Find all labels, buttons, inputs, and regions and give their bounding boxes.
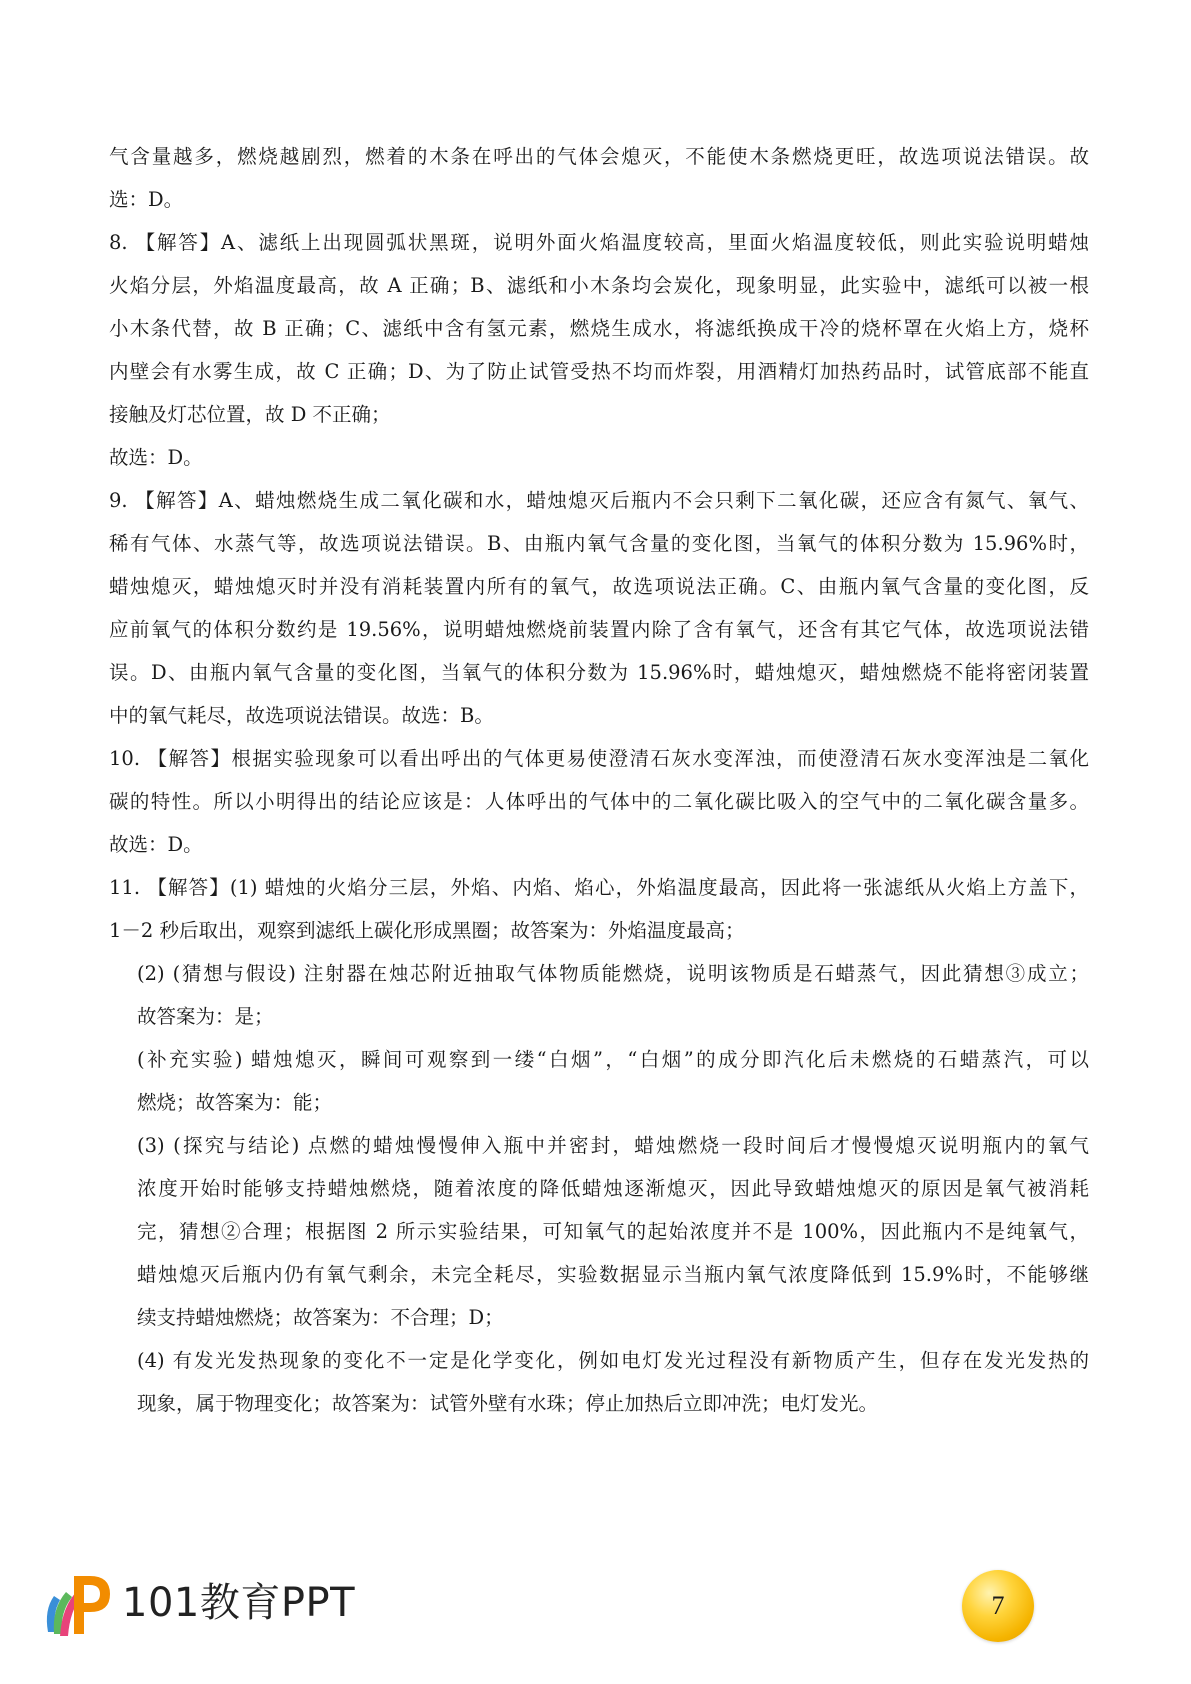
text-line: 碳的特性。所以小明得出的结论应该是：人体呼出的气体中的二氧化碳比吸入的空气中的二氧化碳含量多。 <box>109 790 1089 813</box>
text-line: 10. 【解答】根据实验现象可以看出呼出的气体更易使澄清石灰水变浑浊，而使澄清石灰水变浑浊是二氧化 <box>109 747 1089 770</box>
text-line: 选：D。 <box>109 188 184 211</box>
text-line: 火焰分层，外焰温度最高，故 A 正确；B、滤纸和小木条均会炭化，现象明显，此实验中，滤纸可以被一根 <box>109 274 1089 297</box>
text-line: (补充实验) 蜡烛熄灭，瞬间可观察到一缕“白烟”，“白烟”的成分即汽化后未燃烧的石蜡蒸汽，可以 <box>137 1048 1089 1071</box>
text-line: 接触及灯芯位置，故 D 不正确； <box>109 403 391 426</box>
text-line: 8. 【解答】A、滤纸上出现圆弧状黑斑，说明外面火焰温度较高，里面火焰温度较低，则此实验说明蜡烛 <box>109 231 1089 254</box>
text-line: 故答案为：是； <box>137 1005 274 1028</box>
text-line: 现象，属于物理变化；故答案为：试管外壁有水珠；停止加热后立即冲洗；电灯发光。 <box>137 1392 879 1415</box>
text-line: 蜡烛熄灭后瓶内仍有氧气剩余，未完全耗尽，实验数据显示当瓶内氧气浓度降低到 15.9%时，不能够继 <box>137 1263 1089 1286</box>
text-line: 完，猜想②合理；根据图 2 所示实验结果，可知氧气的起始浓度并不是 100%，因此瓶内不是纯氧气， <box>137 1220 1089 1243</box>
text-line: 9. 【解答】A、蜡烛燃烧生成二氧化碳和水，蜡烛熄灭后瓶内不会只剩下二氧化碳，还应含有氮气、氧气、 <box>109 489 1089 512</box>
page-number: 7 <box>991 1591 1005 1620</box>
brand-name: 101教育PPT <box>122 1580 356 1626</box>
text-line: 应前氧气的体积分数约是 19.56%，说明蜡烛燃烧前装置内除了含有氧气，还含有其它气体，故选项说法错 <box>109 618 1089 641</box>
text-line: 11. 【解答】(1) 蜡烛的火焰分三层，外焰、内焰、焰心，外焰温度最高，因此将一张滤纸从火焰上方盖下， <box>109 876 1089 899</box>
text-line: 1－2 秒后取出，观察到滤纸上碳化形成黑圈；故答案为：外焰温度最高； <box>109 919 745 942</box>
text-line: 浓度开始时能够支持蜡烛燃烧，随着浓度的降低蜡烛逐渐熄灭，因此导致蜡烛熄灭的原因是氧气被消耗 <box>137 1177 1089 1200</box>
brand-logo <box>40 1570 380 1640</box>
text-line: 内壁会有水雾生成，故 C 正确；D、为了防止试管受热不均而炸裂，用酒精灯加热药品时，试管底部不能直 <box>109 360 1089 383</box>
text-line: (3) (探究与结论) 点燃的蜡烛慢慢伸入瓶中并密封，蜡烛燃烧一段时间后才慢慢熄灭说明瓶内的氧气 <box>137 1134 1089 1157</box>
text-line: (2) (猜想与假设) 注射器在烛芯附近抽取气体物质能燃烧，说明该物质是石蜡蒸气，因此猜想③成立； <box>137 962 1089 985</box>
text-line: 故选：D。 <box>109 833 203 856</box>
page-number-badge <box>962 1570 1034 1642</box>
text-line: 中的氧气耗尽，故选项说法错误。故选：B。 <box>109 704 494 727</box>
101-edu-logo-icon <box>40 1570 114 1640</box>
text-line: 蜡烛熄灭，蜡烛熄灭时并没有消耗装置内所有的氧气，故选项说法正确。C、由瓶内氧气含量的变化图，反 <box>109 575 1089 598</box>
text-line: 续支持蜡烛燃烧；故答案为：不合理；D； <box>137 1306 504 1329</box>
text-line: 燃烧；故答案为：能； <box>137 1091 333 1114</box>
text-line: 稀有气体、水蒸气等，故选项说法错误。B、由瓶内氧气含量的变化图，当氧气的体积分数为 15.96%时， <box>109 532 1089 555</box>
text-line: 故选：D。 <box>109 446 203 469</box>
text-line: 气含量越多，燃烧越剧烈，燃着的木条在呼出的气体会熄灭，不能使木条燃烧更旺，故选项说法错误。故 <box>109 145 1089 168</box>
text-line: (4) 有发光发热现象的变化不一定是化学变化，例如电灯发光过程没有新物质产生，但存在发光发热的 <box>137 1349 1089 1372</box>
text-line: 误。D、由瓶内氧气含量的变化图，当氧气的体积分数为 15.96%时，蜡烛熄灭，蜡烛燃烧不能将密闭装置 <box>109 661 1089 684</box>
text-line: 小木条代替，故 B 正确；C、滤纸中含有氢元素，燃烧生成水，将滤纸换成干冷的烧杯罩在火焰上方，烧杯 <box>109 317 1089 340</box>
